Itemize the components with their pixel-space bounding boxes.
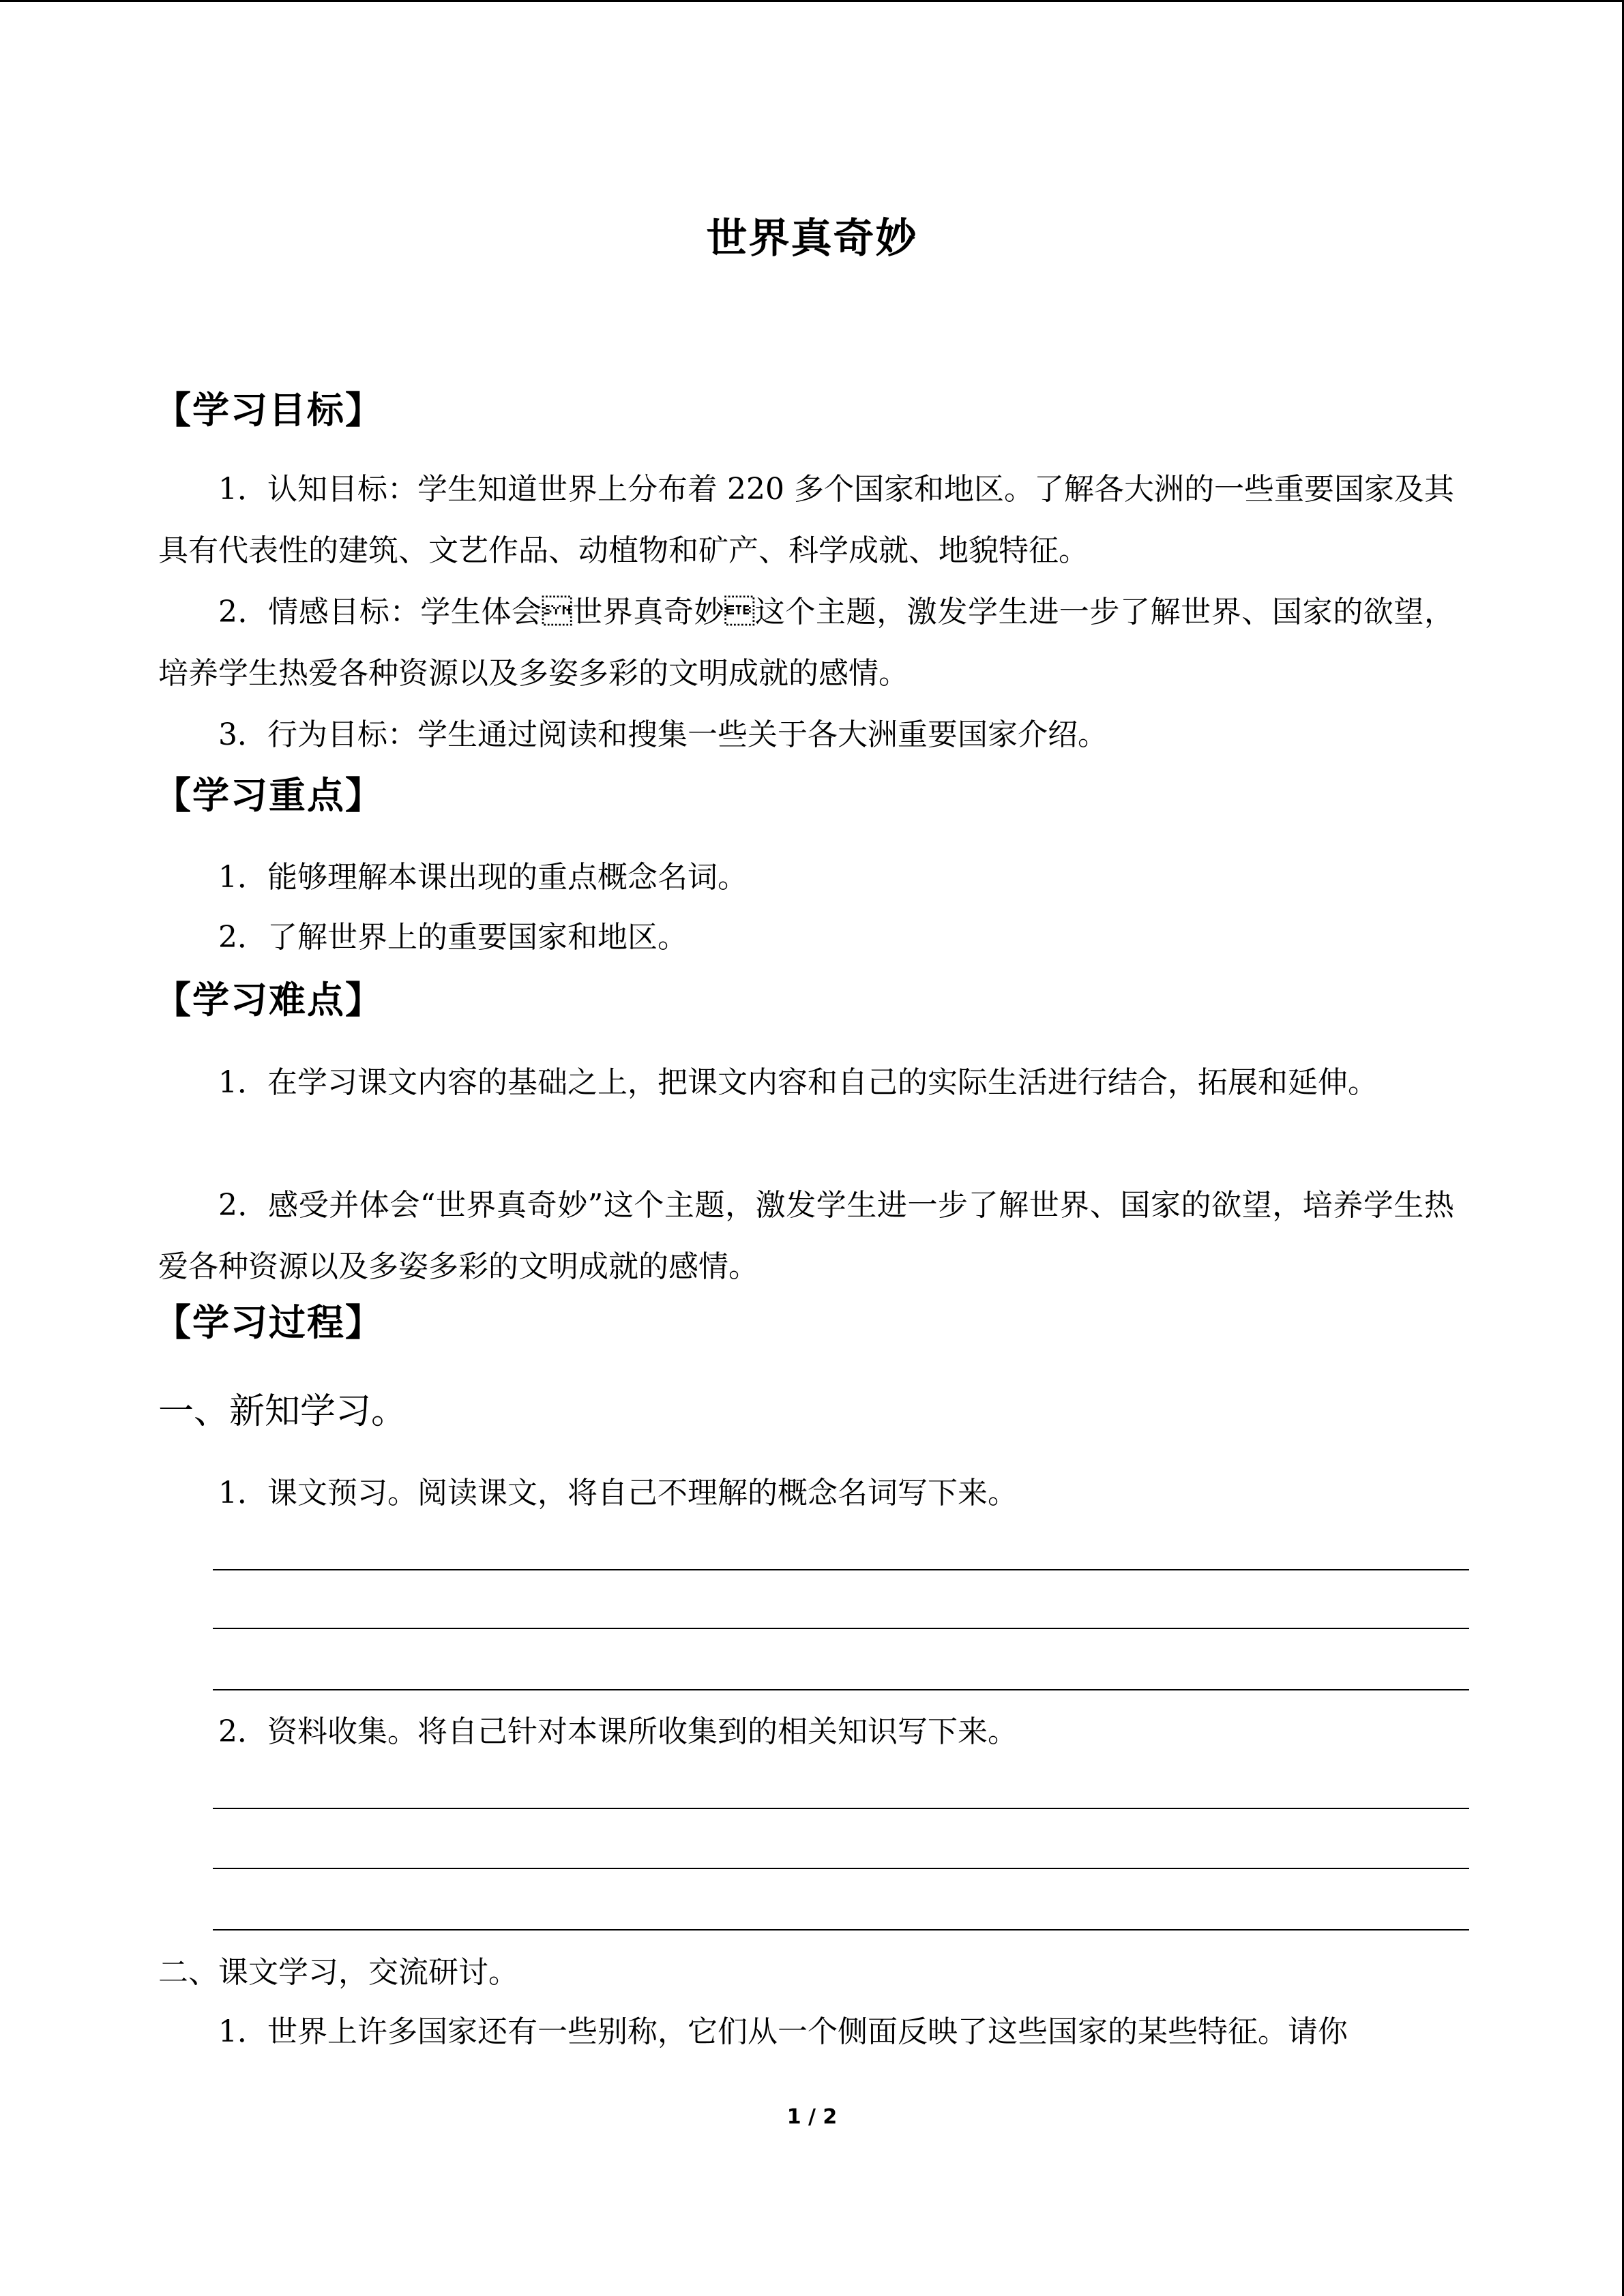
answer-line-2: [213, 1628, 1469, 1629]
goal-2-paragraph: 2．情感目标：学生体会世界真奇妙这个主题，激发学生进一步了解世界、国家的欲望，培养学生热爱各种资源以及多姿多彩的文明成就的感情。: [158, 595, 1454, 691]
goal-1-paragraph: 1．认知目标：学生知道世界上分布着 220 多个国家和地区。了解各大洲的一些重要国家及其具有代表性的建筑、文艺作品、动植物和矿产、科学成就、地貌特征。: [158, 472, 1454, 568]
answer-line-3: [213, 1689, 1469, 1690]
page-border-top: [0, 0, 1624, 2]
learning-goals-heading: 【学习目标】: [154, 389, 383, 432]
part-1-item-1: 1．课文预习。阅读课文，将自己不理解的概念名词写下来。: [218, 1476, 1018, 1510]
answer-line-6: [213, 1929, 1469, 1930]
key-points-heading: 【学习重点】: [154, 774, 383, 817]
difficulty-2-paragraph: 2．感受并体会“世界真奇妙”这个主题，激发学生进一步了解世界、国家的欲望，培养学生热爱各种资源以及多姿多彩的文明成就的感情。: [158, 1188, 1454, 1284]
difficulty-heading: 【学习难点】: [154, 979, 383, 1022]
answer-line-1: [213, 1569, 1469, 1570]
difficulty-1-paragraph: 1．在学习课文内容的基础之上，把课文内容和自己的实际生活进行结合，拓展和延伸。: [218, 1065, 1378, 1100]
answer-line-5: [213, 1868, 1469, 1869]
part-1-item-2: 2．资料收集。将自己针对本课所收集到的相关知识写下来。: [218, 1714, 1018, 1749]
page-number: 1 / 2: [786, 2105, 838, 2129]
part-1-title: 一、新知学习。: [158, 1391, 407, 1432]
goal-3-paragraph: 3．行为目标：学生通过阅读和搜集一些关于各大洲重要国家介绍。: [218, 717, 1108, 752]
part-2-item-1: 1．世界上许多国家还有一些别称，它们从一个侧面反映了这些国家的某些特征。请你: [218, 2014, 1348, 2049]
learning-process-heading: 【学习过程】: [154, 1301, 383, 1344]
part-2-title: 二、课文学习，交流研讨。: [158, 1955, 518, 1990]
page-title: 世界真奇妙: [706, 215, 918, 263]
key-point-2: 2．了解世界上的重要国家和地区。: [218, 920, 688, 955]
key-point-1: 1．能够理解本课出现的重点概念名词。: [218, 860, 748, 895]
answer-line-4: [213, 1808, 1469, 1809]
